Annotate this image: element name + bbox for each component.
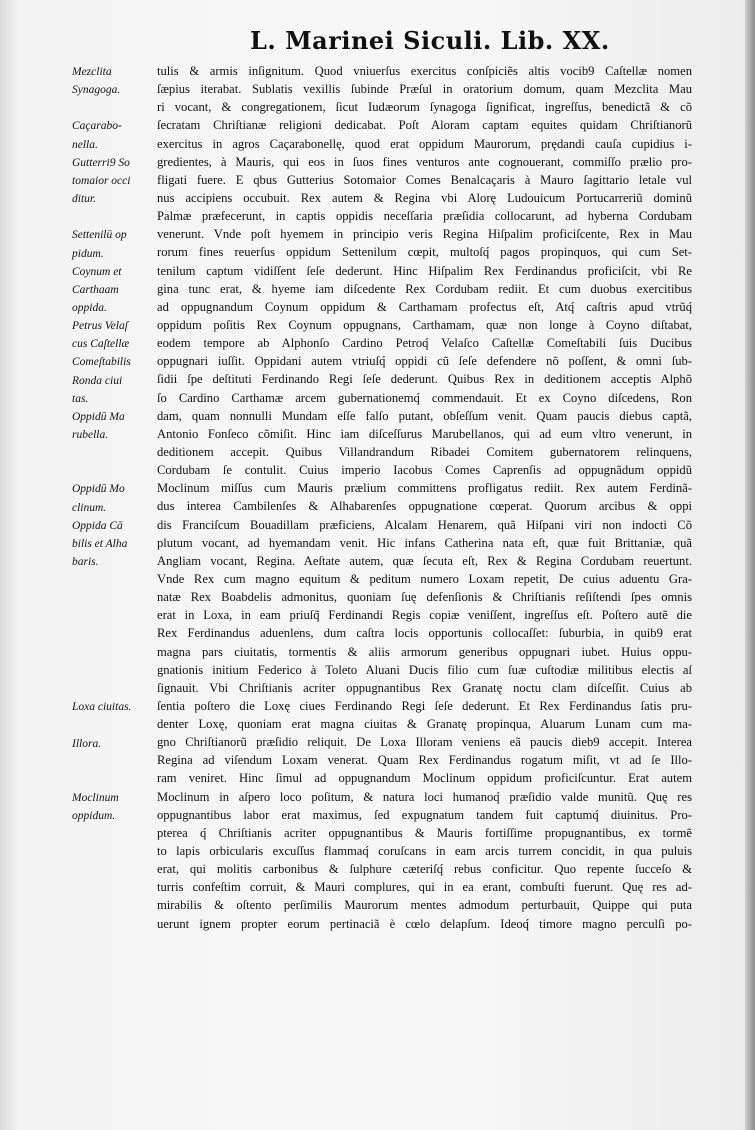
- text-line: Rex Ferdinandus aduenlens, dum caſtra locis opportunis collocaſſet: ſuburbia, in quib9 erat: [157, 626, 692, 641]
- text-line: ram veniret. Hinc ſimul ad oppugnandum Moclinum oppidum proficiſcuntur. Erat autem: [157, 771, 692, 786]
- text-line: plutum vocant, ad hyemandam venit. Hic infans Catherina nata eſt, quæ fuit Brittaniæ, quã: [157, 535, 692, 550]
- text-line: gno Chriſtianorũ præſidio reliquit. De Loxa Illoram veniens eã paucis dieb9 accepit. Interea: [157, 735, 692, 750]
- margin-note: tas.: [72, 392, 89, 405]
- page-edge-shadow: [745, 0, 755, 1130]
- text-line: oppugnantibus labor erat maximus, ſed expugnatum tandem fuit captumq́ diuinitus. Pro-: [157, 807, 692, 822]
- text-line: venerunt. Vnde poſt hyemem in principio veris Regina Hiſpalim proficiſcente, Rex in Mau: [157, 227, 692, 242]
- margin-note: Oppida Cā: [72, 519, 123, 532]
- text-line: to lapis orbicularis excuſſus flammaq́ coruſcans in eam arcis turrem concidit, in qua puluis: [157, 844, 692, 859]
- text-line: ſidii ſpe deſtituti Ferdinando Regi ſeſe dederunt. Quibus Rex in deditionem acceptis Alphõ: [157, 372, 692, 387]
- text-line: ſignauit. Vbi Chriſtianis acriter oppugnantibus Rex Granatę noctu clam diſceſſit. Cuius ab: [157, 680, 692, 695]
- margin-note: cus Caſtellæ: [72, 338, 130, 351]
- body-text-column: [157, 62, 692, 933]
- text-line: ſo Cardino Carthamæ arcem gubernationemq́ commendauit. Et ex Coyno diſcedens, Ron: [157, 390, 692, 405]
- text-line: rorum fines reuerſus oppidum Settenilum cœpit, multoſq́ pagos propinquos, qui cum Set-: [157, 245, 692, 260]
- text-line: Regina ad viſendum Loxam venerat. Quam Rex Ferdinandus rogatum miſit, vt ad ſe Illo-: [157, 753, 692, 768]
- margin-note: Coynum et: [72, 265, 122, 278]
- text-line: Palmæ præfecerunt, in captis oppidis neceſſaria præſidia collocarunt, ad hyberna Cordubam: [157, 209, 692, 224]
- text-line: ad oppugnandum Coynum oppidum & Carthamam profectus eſt, Atq́ caſtris apud vtrũq́: [157, 299, 692, 314]
- margin-note: Gutterri9 So: [72, 156, 130, 169]
- margin-note: rubella.: [72, 429, 109, 441]
- margin-note: oppidum.: [72, 810, 116, 823]
- text-line: Moclinum miſſus cum Mauris prælium committens profligatus rediit. Rex autem Ferdinã-: [157, 481, 692, 496]
- text-line: ſæpius iterabat. Sublatis vexillis ſubinde Præſul in oratorium domum, quam Mezclita Mau: [157, 82, 692, 97]
- text-line: dis Franciſcum Bouadillam præficiens, Alcalam Henarem, quã Hiſpani viri non indocti Cõ: [157, 517, 692, 532]
- text-line: magna pars ciuitatis, tormentis & aliis armorum generibus oppugnari iubet. Huius oppu-: [157, 644, 692, 659]
- text-line: dam, quam nonnulli Mundam eſſe falſo putant, obſeſſum venit. Quam paucis diebus captã,: [157, 408, 692, 423]
- text-line: denter Loxę, quoniam erat magna ciuitas & Granatę propinqua, Aluarum Lunam cum ma-: [157, 717, 692, 732]
- text-line: gredientes, à Mauris, qui eos in ſuos fines venturos ante cognouerant, commiſſo prælio pro-: [157, 154, 692, 169]
- margin-note: baris.: [72, 556, 99, 569]
- text-line: ſentia poſtero die Loxę ciues Ferdinando Regi ſeſe dederunt. Et Rex Ferdinandus ſatis pru-: [157, 698, 692, 713]
- text-line: fligati fuere. E qbus Gutterius Sotomaior Comes Benalcaçaris à Mauro ſagittario letale vul: [157, 172, 692, 187]
- margin-note: Comeſtabilis: [72, 356, 131, 369]
- text-line: Antonio Fonſeco cõmiſit. Hinc iam diſceſſurus Marubellanos, qui ad eum vltro venerunt, in: [157, 426, 692, 441]
- margin-note: bilis et Alha: [72, 537, 128, 550]
- text-line: tenilum captum vidiſſent ſeſe dederunt. Hinc Hiſpalim Rex Ferdinandus proficiſcit, vbi Re: [157, 263, 692, 278]
- text-line: eodem tempore ab Alphonſo Cardino Petroq́ Velaſco Caſtellæ Comeſtabili ſuis Ducibus: [157, 336, 692, 351]
- text-line: oppidum poſitis Rex Coynum oppugnans, Carthamam, quæ non longe à Coyno diſtabat,: [157, 317, 692, 332]
- margin-note: Oppidū Ma: [72, 410, 125, 423]
- text-line: ri vocant, & congregationem, ſicut Iudæorum ſynagoga ſignificat, ingreſſus, benedictã & cõ: [157, 100, 692, 115]
- text-line: gina tunc erat, & hyeme iam diſcedente Rex Cordubam rediit. Et cum duobus exercitibus: [157, 281, 692, 296]
- text-line: Angliam vocant, Regina. Aeſtate autem, quæ ſecuta eſt, Rex & Regina Cordubam reuertunt.: [157, 553, 692, 568]
- text-line: oppugnari iuſſit. Oppidani autem vtriuſq́ oppidi cũ ſeſe defendere nõ poſſent, & omni ſub-: [157, 354, 692, 369]
- text-line: mirabilis & oſtento perſimilis Maurorum mentes admodum perturbauit, Quippe qui puta: [157, 898, 692, 913]
- text-line: erat in Loxa, in eam priuſq̃ Ferdinandi Regis copiæ veniſſent, ingreſſus eſt. Poſtero autẽ die: [157, 608, 692, 623]
- text-line: exercitus in agros Caçarabonellę, quod erat oppidum Maurorum, prędandi cauſa cupidius i-: [157, 136, 692, 151]
- margin-note: ditur.: [72, 193, 96, 206]
- margin-note: Moclinum: [72, 792, 119, 804]
- text-line: ſecratam Chriſtianæ religioni dedicabat. Poſt Aloram captam equites quidam Chriſtianorũ: [157, 118, 692, 133]
- text-line: uerunt ignem propter eorum pertinaciã è cœlo delapſum. Ideoq́ timore magno perculſi po-: [157, 916, 692, 931]
- text-line: natæ Rex Boabdelis admonitus, quoniam ſuę defenſionis & Chriſtianis reſiſtendi ſpes omnis: [157, 590, 692, 605]
- text-line: deditionem accepit. Quibus Villandrandum Ribadei Comitem gubernatorem relinquens,: [157, 444, 692, 459]
- margin-note: tomaior occi: [72, 174, 131, 187]
- text-line: dus interea Cambilenſes & Alhabarenſes oppugnatione cœperat. Quorum arcibus & oppi: [157, 499, 692, 514]
- margin-note: Petrus Velaſ: [72, 320, 128, 333]
- text-line: tulis & armis inſignitum. Quod vniuerſus exercitus conſpiciẽs altis vocib9 Caſtellæ nomen: [157, 64, 692, 78]
- text-line: Moclinum in aſpero loco poſitum, & natura loci humanoq́ præſidio valde munitũ. Quę res: [157, 789, 692, 804]
- margin-note: Synagoga.: [72, 84, 121, 97]
- margin-note: Loxa ciuitas.: [72, 701, 132, 714]
- text-line: turris confeſtim corruit, & Mauri complures, qui in ea erant, combuſti fuerunt. Quę res ad-: [157, 880, 692, 895]
- margin-note: nella.: [72, 138, 98, 151]
- text-line: gnationis initium Federico à Toleto Aluani Ducis filio cum ſuæ cuſtodiæ militibus electis aſ: [157, 662, 692, 677]
- text-line: nus accipiens occubuit. Rex autem & Regina vbi Alorę Ludouicum Portucarreriũ dominũ: [157, 190, 692, 205]
- text-line: pterea q́ Chriſtianis acriter oppugnantibus & Mauris fortiſſime propugnantibus, ex tormẽ: [157, 825, 692, 840]
- margin-note: pidum.: [72, 247, 104, 260]
- margin-note: Carthaam: [72, 283, 119, 296]
- margin-note: oppida.: [72, 301, 107, 314]
- text-line: Cordubam ſe contulit. Cuius imperio Iacobus Comes Caprenſis ad oppugnãdum oppidũ: [157, 463, 692, 478]
- margin-note: clinum.: [72, 501, 107, 514]
- running-head: L. Marinei Siculi. Lib. XX.: [250, 26, 610, 55]
- margin-note: Ronda ciui: [72, 374, 123, 387]
- margin-note: Settenilū op: [72, 229, 127, 242]
- margin-note: Illora.: [72, 737, 102, 750]
- margin-note: Caçarabo-: [72, 120, 122, 133]
- margin-note: Oppidū Mo: [72, 483, 125, 496]
- margin-note: Mezclita: [72, 66, 112, 78]
- text-line: erat, qui molitis carbonibus & ſulphure cæteriſq́ rebus conficitur. Quo repente ſucceſo &: [157, 862, 692, 877]
- text-line: Vnde Rex cum magno equitum & peditum numero Loxam repetit, De cuius aduentu Gra-: [157, 571, 692, 586]
